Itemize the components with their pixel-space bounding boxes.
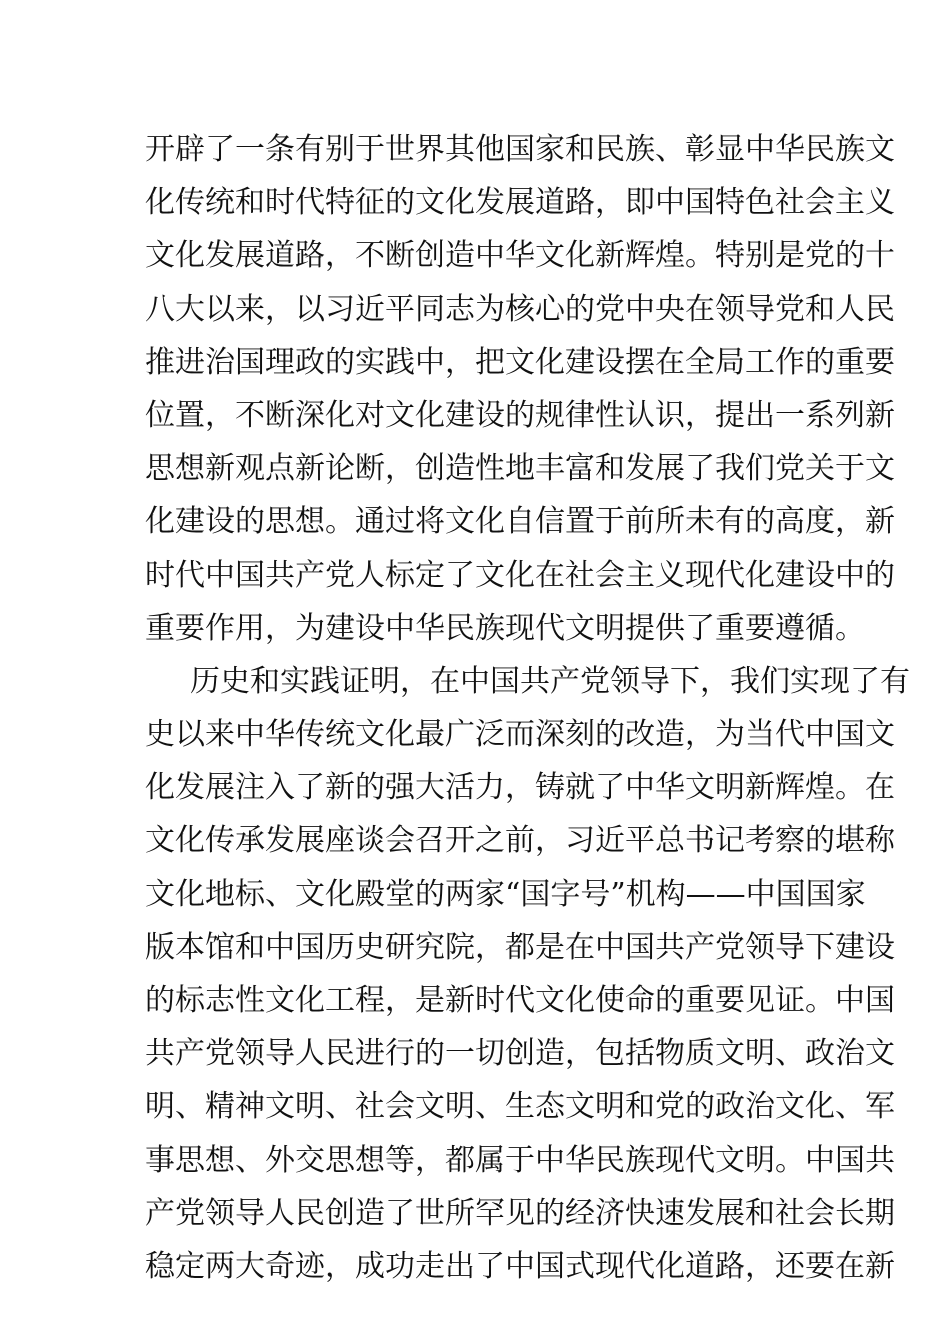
text-line: 化传统和时代特征的文化发展道路，即中国特色社会主义 [145, 185, 895, 221]
paragraph-2 [145, 655, 910, 1293]
text-line: 文化传承发展座谈会召开之前，习近平总书记考察的堪称 [145, 823, 895, 859]
text-line: 事思想、外交思想等，都属于中华民族现代文明。中国共 [145, 1142, 895, 1178]
text-line: 史以来中华传统文化最广泛而深刻的改造，为当代中国文 [145, 717, 895, 753]
text-line: 稳定两大奇迹，成功走出了中国式现代化道路，还要在新 [145, 1248, 895, 1284]
text-line: 文化发展道路，不断创造中华文化新辉煌。特别是党的十 [145, 238, 895, 274]
text-line: 化发展注入了新的强大活力，铸就了中华文明新辉煌。在 [145, 770, 895, 806]
text-line: 重要作用，为建设中华民族现代文明提供了重要遵循。 [145, 610, 865, 646]
text-line: 共产党领导人民进行的一切创造，包括物质文明、政治文 [145, 1036, 895, 1072]
text-line: 八大以来，以习近平同志为核心的党中央在领导党和人民 [145, 291, 895, 327]
text-line: 化建设的思想。通过将文化自信置于前所未有的高度，新 [145, 504, 895, 540]
text-line: 思想新观点新论断，创造性地丰富和发展了我们党关于文 [145, 451, 895, 487]
text-line: 历史和实践证明，在中国共产党领导下，我们实现了有 [190, 663, 910, 699]
text-line: 开辟了一条有别于世界其他国家和民族、彰显中华民族文 [145, 132, 895, 167]
text-line: 位置，不断深化对文化建设的规律性认识，提出一系列新 [145, 397, 895, 433]
paragraph-1 [145, 123, 895, 655]
text-line: 时代中国共产党人标定了文化在社会主义现代化建设中的 [145, 557, 895, 593]
text-line: 版本馆和中国历史研究院，都是在中国共产党领导下建设 [145, 929, 895, 965]
text-line: 的标志性文化工程，是新时代文化使命的重要见证。中国 [145, 983, 895, 1018]
text-line: 文化地标、文化殿堂的两家“国字号”机构——中国国家 [145, 876, 866, 912]
text-line: 明、精神文明、社会文明、生态文明和党的政治文化、军 [145, 1089, 895, 1125]
text-line: 推进治国理政的实践中，把文化建设摆在全局工作的重要 [145, 344, 895, 380]
text-line: 产党领导人民创造了世所罕见的经济快速发展和社会长期 [145, 1195, 895, 1231]
body-text [145, 123, 910, 1293]
